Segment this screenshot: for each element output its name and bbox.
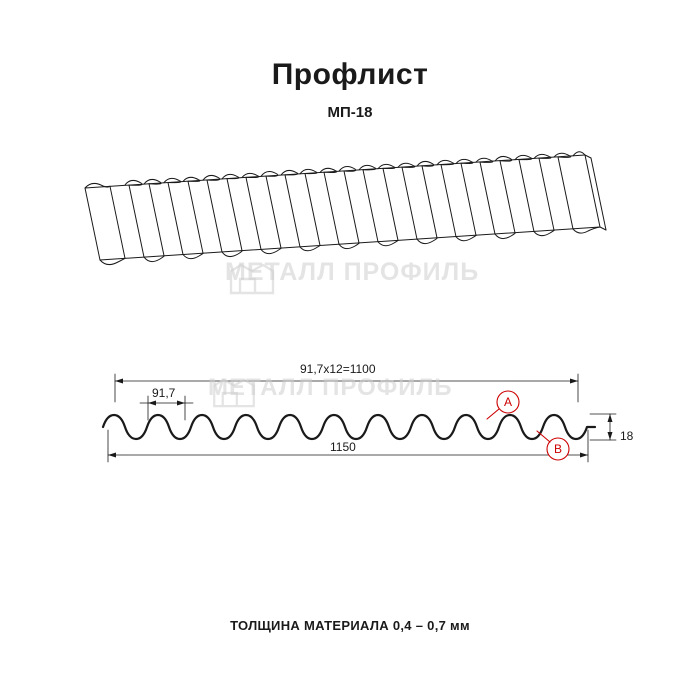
product-code: МП-18 <box>327 104 373 121</box>
watermark-text-top: МЕТАЛЛ ПРОФИЛЬ <box>225 258 480 286</box>
cross-section-wave <box>103 415 595 439</box>
dimension-pitch-single: 91,7 <box>152 386 176 400</box>
watermark-text-bottom: МЕТАЛЛ ПРОФИЛЬ <box>208 374 453 401</box>
page-title: Профлист <box>271 58 429 91</box>
isometric-sheet <box>85 152 606 265</box>
dimension-lines <box>108 374 616 462</box>
dimension-pitch-total: 91,7х12=1100 <box>300 362 376 376</box>
callout-b-label: B <box>554 442 563 456</box>
callout-a-label: A <box>504 395 513 409</box>
dimension-height: 18 <box>620 429 634 443</box>
material-thickness-note: ТОЛЩИНА МАТЕРИАЛА 0,4 – 0,7 мм <box>230 618 470 633</box>
dimension-overall-width: 1150 <box>330 440 356 454</box>
